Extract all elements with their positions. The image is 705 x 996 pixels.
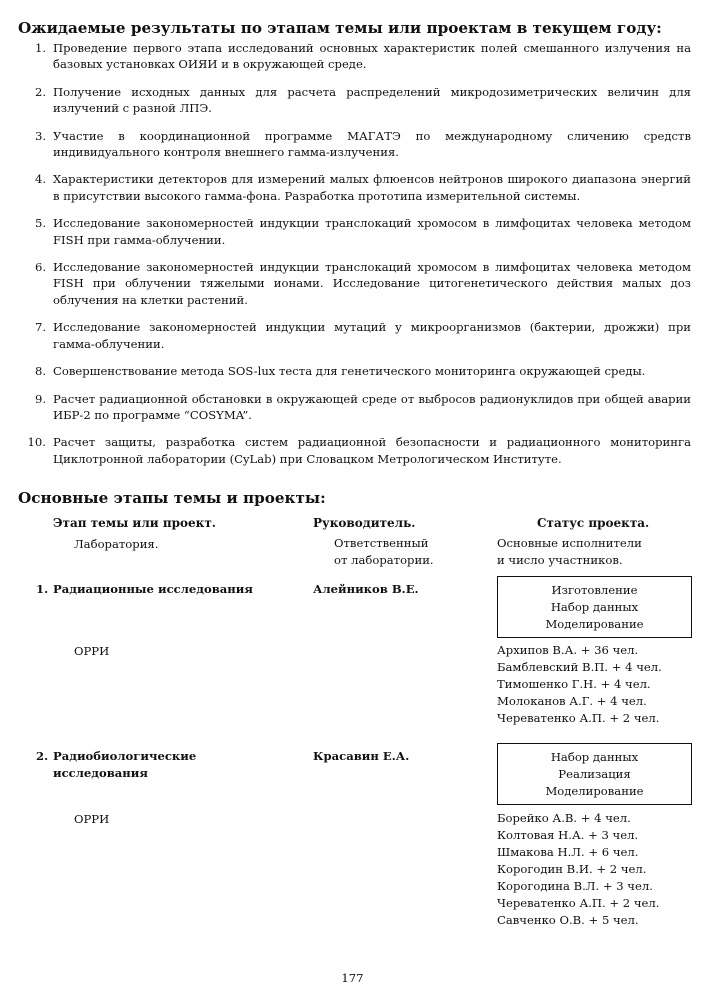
list-item <box>0 215 705 248</box>
participant: Колтовая Н.А. + 3 чел. <box>497 828 639 842</box>
participant: Корогодина В.Л. + 3 чел. <box>497 879 653 893</box>
list-item <box>0 40 705 73</box>
item-text: Расчет защиты, разработка систем радиационной безопасности и радиационного мониторинга Циклотронной лаборатории (CyLab) при Словацком Метрологическом Институте. <box>53 435 691 466</box>
participants-list <box>497 642 662 727</box>
item-text: Участие в координационной программе МАГАТЭ по международному сличению средств индивидуального контроля внешнего гамма-излучения. <box>53 128 691 160</box>
item-number: 2. <box>34 84 46 99</box>
item-number: 5. <box>34 216 46 231</box>
item-number: 4. <box>34 172 46 187</box>
stage-title: Радиационные исследования <box>53 582 253 596</box>
col-sub-status-2: и число участников. <box>497 553 623 567</box>
status-line: Реализация <box>558 767 631 781</box>
participants-list <box>497 810 659 929</box>
list-item <box>0 128 705 161</box>
list-item <box>0 391 705 424</box>
status-line: Изготовление <box>551 583 638 597</box>
item-number: 3. <box>34 128 46 143</box>
stage-number: 2. <box>36 749 49 763</box>
item-text: Исследование закономерностей индукции мутаций у микроорганизмов (бактерии, дрожжи) при гамма-облучении. <box>53 320 691 351</box>
participant: Череватенко А.П. + 2 чел. <box>497 896 660 910</box>
participant: Тимошенко Г.Н. + 4 чел. <box>497 677 651 691</box>
list-item <box>0 259 705 308</box>
participant: Молоканов А.Г. + 4 чел. <box>497 694 647 708</box>
item-number: 9. <box>34 391 46 406</box>
status-line: Моделирование <box>545 784 644 798</box>
item-text: Расчет радиационной обстановки в окружающей среде от выбросов радионуклидов при общей аварии ИБР-2 по программе “COSYMA”. <box>53 391 691 422</box>
list-item <box>0 84 705 117</box>
list-item <box>0 319 705 352</box>
participant: Корогодин В.И. + 2 чел. <box>497 862 647 876</box>
item-number: 10. <box>27 435 46 450</box>
item-text: Исследование закономерностей индукции транслокаций хромосом в лимфоцитах человека методом FISH при облучении тяжелыми ионами. Исследование цитогенетического действия малых доз облучения на клетки растений. <box>53 260 691 307</box>
item-number: 7. <box>34 320 46 335</box>
participant: Савченко О.В. + 5 чел. <box>497 913 639 927</box>
col-sub-lab: Лаборатория. <box>74 537 159 551</box>
page-number: 177 <box>341 971 364 985</box>
col-sub-leader-1: Ответственный <box>334 536 429 550</box>
stages-heading: Основные этапы темы и проекты: <box>18 489 326 507</box>
item-text: Совершенствование метода SOS-lux теста для генетического мониторинга окружающей среды. <box>53 364 646 379</box>
status-line: Набор данных <box>550 750 639 764</box>
stage-leader: Красавин Е.А. <box>313 749 410 763</box>
participant: Шмакова Н.Л. + 6 чел. <box>497 845 639 859</box>
stage-title: Радиобиологические <box>53 749 197 763</box>
status-box <box>497 743 692 805</box>
item-number: 1. <box>34 41 46 55</box>
stage-title-cont: исследования <box>53 766 148 780</box>
list-item <box>0 171 705 204</box>
stage-lab: ОРРИ <box>74 644 110 658</box>
stage-lab: ОРРИ <box>74 812 110 826</box>
col-header-stage: Этап темы или проект. <box>53 516 216 530</box>
item-text: Исследование закономерностей индукции транслокаций хромосом в лимфоцитах человека методом FISH при гамма-облучении. <box>53 216 691 247</box>
list-item <box>0 363 705 379</box>
status-line: Набор данных <box>550 600 639 614</box>
expected-results-list <box>0 40 705 478</box>
item-number: 6. <box>34 260 46 275</box>
list-item <box>0 434 705 467</box>
col-header-status: Статус проекта. <box>537 516 650 530</box>
participant: Череватенко А.П. + 2 чел. <box>497 711 660 725</box>
expected-results-heading: Ожидаемые результаты по этапам темы или проектам в текущем году: <box>18 19 662 37</box>
col-sub-status-1: Основные исполнители <box>497 536 642 550</box>
item-text: Получение исходных данных для расчета распределений микродозиметрических величин для излучений с разной ЛПЭ. <box>53 84 691 116</box>
item-text: Характеристики детекторов для измерений малых флюенсов нейтронов широкого диапазона энергий в присутствии высокого гамма-фона. Разработка прототипа измерительной системы. <box>53 172 691 203</box>
item-text: Проведение первого этапа исследований основных характеристик полей смешанного излучения на базовых установках ОИЯИ и в окружающей среде. <box>53 41 691 72</box>
stage-leader: Алейников В.Е. <box>313 582 419 596</box>
participant: Борейко А.В. + 4 чел. <box>497 811 631 825</box>
status-box <box>497 576 692 638</box>
participant: Архипов В.А. + 36 чел. <box>497 643 639 657</box>
item-number: 8. <box>34 364 46 379</box>
col-header-leader: Руководитель. <box>313 516 416 530</box>
col-sub-leader-2: от лаборатории. <box>334 553 434 567</box>
stage-number: 1. <box>36 582 49 596</box>
status-line: Моделирование <box>545 617 644 631</box>
participant: Бамблевский В.П. + 4 чел. <box>497 660 662 674</box>
